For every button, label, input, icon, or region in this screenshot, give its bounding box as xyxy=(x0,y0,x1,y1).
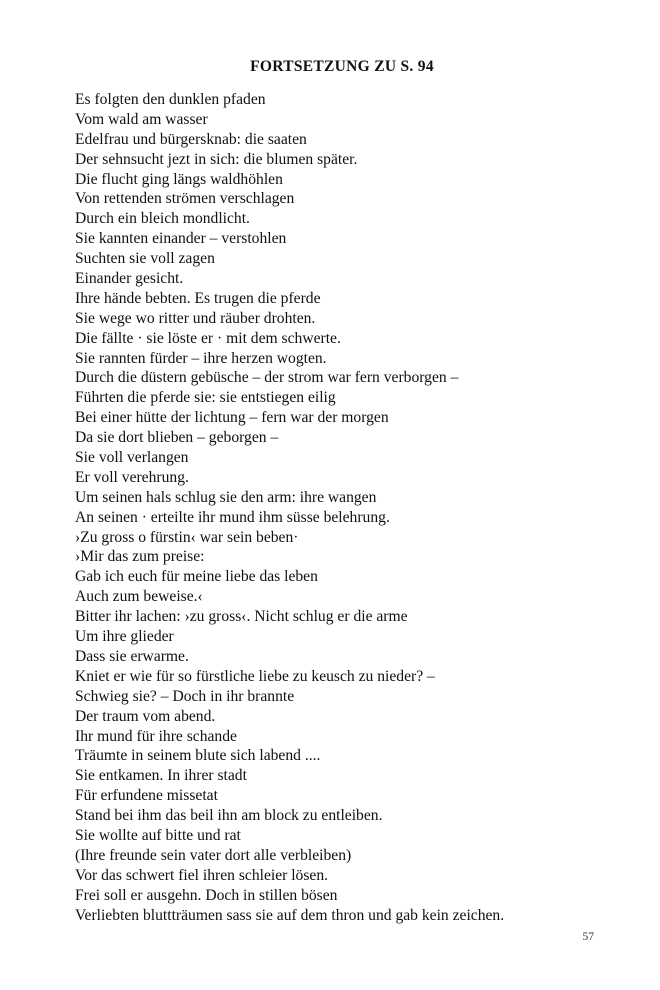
poem-line: Es folgten den dunklen pfaden xyxy=(75,91,266,108)
poem-line: (Ihre freunde sein vater dort alle verbleiben) xyxy=(75,846,352,864)
poem-line: Sie kannten einander – verstohlen xyxy=(75,230,287,248)
poem-line: Frei soll er ausgehn. Doch in stillen bösen xyxy=(75,886,338,904)
poem-line: Von rettenden strömen verschlagen xyxy=(75,190,295,208)
poem-line: Der sehnsucht jezt in sich: die blumen später. xyxy=(75,150,358,168)
poem-line: Edelfrau und bürgersknab: die saaten xyxy=(75,130,307,148)
poem-line: Bei einer hütte der lichtung – fern war der morgen xyxy=(75,409,389,427)
poem-line: An seinen · erteilte ihr mund ihm süsse belehrung. xyxy=(75,508,390,526)
poem-line: Der traum vom abend. xyxy=(75,707,216,725)
poem-line: Verliebten bluttträumen sass sie auf dem thron und gab kein zeichen. xyxy=(75,906,505,924)
page-number: 57 xyxy=(582,931,594,943)
poem-line: Durch ein bleich mondlicht. xyxy=(75,210,250,228)
poem-line: Träumte in seinem blute sich labend .... xyxy=(75,747,321,765)
poem-line: Kniet er wie für so fürstliche liebe zu keusch zu nieder? – xyxy=(75,667,435,685)
poem-line: ›Zu gross o fürstin‹ war sein beben· xyxy=(75,528,299,546)
poem-line: ›Mir das zum preise: xyxy=(75,548,205,566)
poem-line: Sie wollte auf bitte und rat xyxy=(75,826,241,844)
poem-line: Suchten sie voll zagen xyxy=(75,250,215,268)
poem-line: Für erfundene missetat xyxy=(75,787,218,805)
poem-line: Sie wege wo ritter und räuber drohten. xyxy=(75,309,316,327)
poem-line: Sie rannten fürder – ihre herzen wogten. xyxy=(75,349,327,367)
poem-line: Die fällte · sie löste er · mit dem schwerte. xyxy=(75,329,341,347)
poem-line: Stand bei ihm das beil ihn am block zu entleiben. xyxy=(75,807,383,825)
poem-line: Durch die düstern gebüsche – der strom war fern verborgen – xyxy=(75,369,459,387)
poem-line: Sie voll verlangen xyxy=(75,449,189,467)
poem-line: Bitter ihr lachen: ›zu gross‹. Nicht schlug er die arme xyxy=(75,608,408,626)
poem-line: Die flucht ging längs waldhöhlen xyxy=(75,170,283,188)
poem-line: Gab ich euch für meine liebe das leben xyxy=(75,568,318,586)
poem-line: Einander gesicht. xyxy=(75,270,184,288)
poem-line: Um seinen hals schlug sie den arm: ihre wangen xyxy=(75,488,377,506)
poem-line: Ihr mund für ihre schande xyxy=(75,727,237,745)
poem-line: Schwieg sie? – Doch in ihr brannte xyxy=(75,687,295,705)
page-heading: FORTSETZUNG ZU S. 94 xyxy=(250,58,434,75)
poem-line: Vom wald am wasser xyxy=(75,110,208,128)
poem-line: Um ihre glieder xyxy=(75,628,174,646)
poem-line: Er voll verehrung. xyxy=(75,468,189,486)
poem-line: Da sie dort blieben – geborgen – xyxy=(75,429,279,447)
poem-line: Dass sie erwarme. xyxy=(75,647,189,665)
poem-text xyxy=(75,90,504,925)
poem-line: Sie entkamen. In ihrer stadt xyxy=(75,767,247,785)
poem-line: Vor das schwert fiel ihren schleier lösen. xyxy=(75,866,329,884)
poem-line: Führten die pferde sie: sie entstiegen eilig xyxy=(75,389,336,407)
poem-line: Auch zum beweise.‹ xyxy=(75,588,203,606)
poem-line: Ihre hände bebten. Es trugen die pferde xyxy=(75,289,321,307)
